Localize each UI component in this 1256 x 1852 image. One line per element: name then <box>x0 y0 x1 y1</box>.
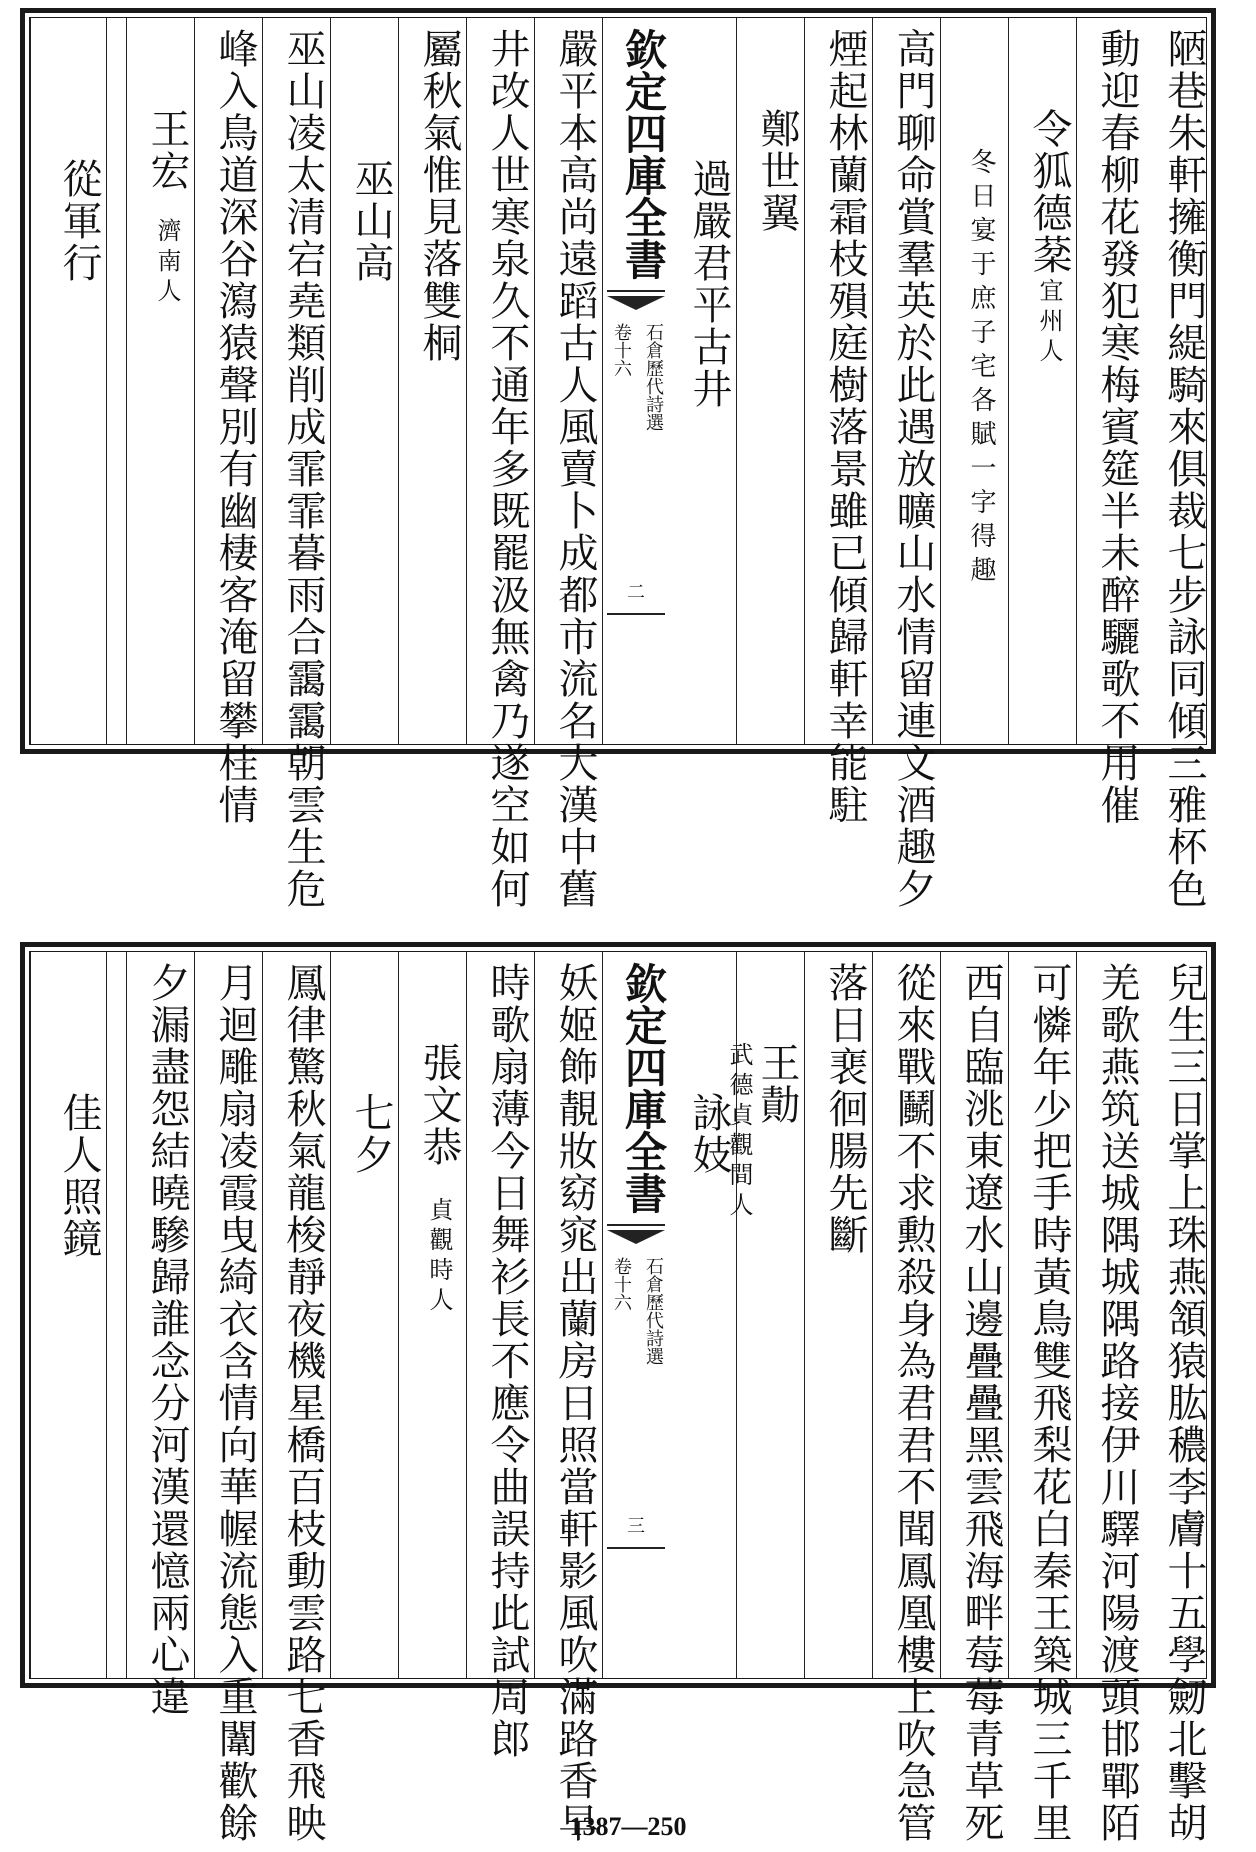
text-column <box>534 18 603 910</box>
poem-title: 從軍行 <box>56 158 102 284</box>
text-column <box>940 952 1009 1844</box>
text-column <box>262 18 331 910</box>
book-spine <box>602 952 669 1678</box>
poem-title: 冬日宴于庶子宅各賦一字得趣 <box>966 148 996 590</box>
column-text: 從來戰鬭不求勲殺身為君君不聞鳳凰樓上吹急管 <box>890 962 936 1844</box>
author-note: 濟南人 <box>153 218 181 308</box>
text-column <box>126 952 195 1718</box>
text-column <box>1008 18 1077 744</box>
text-column <box>126 18 195 744</box>
text-column <box>940 18 1009 744</box>
column-text: 高門聊命賞羣英於此遇放曠山水情留連文酒趣夕 <box>890 28 936 910</box>
column-text: 煙起林蘭霜枝殞庭樹落景雖已傾歸軒幸能駐 <box>822 28 868 826</box>
text-column <box>466 952 535 1760</box>
text-column <box>398 18 467 744</box>
author-name: 張文恭 <box>416 1042 462 1168</box>
column-text: 夕漏盡怨結曉驂歸誰念分河漢還憶兩心違 <box>144 962 190 1718</box>
spine-volume: 卷十六 <box>611 323 632 377</box>
author-name: 王宏 <box>144 108 190 192</box>
text-column <box>194 952 263 1844</box>
column-text: 陋巷朱軒擁衡門緹騎來俱裁七步詠同傾三雅杯色 <box>1161 28 1207 910</box>
column-text: 可憐年少把手時黃鳥雙飛梨花白秦王築城三千里 <box>1026 962 1072 1844</box>
spine-title: 欽定四庫全書 <box>619 962 668 1214</box>
text-column <box>398 952 467 1678</box>
author-note: 貞觀時人 <box>425 1197 453 1317</box>
text-column <box>330 952 399 1678</box>
text-column <box>262 952 331 1844</box>
text-column <box>194 18 263 826</box>
column-text: 西自臨洮東遼水山邊疊疊黑雲飛海畔莓莓青草死 <box>958 962 1004 1844</box>
text-column <box>668 952 737 1678</box>
poem-title: 七夕 <box>348 1092 394 1176</box>
spine-book-title: 石倉歷代詩選 <box>643 323 664 431</box>
text-column <box>736 18 805 744</box>
top-page-frame <box>29 17 1207 910</box>
text-column <box>466 18 535 910</box>
text-column <box>1144 18 1212 910</box>
text-column <box>668 18 737 744</box>
author-note: 武德貞觀間人 <box>725 1042 753 1222</box>
poem-title: 巫山高 <box>348 158 394 284</box>
column-text: 峰入鳥道深谷瀉猿聲別有幽棲客淹留攀桂情 <box>212 28 258 826</box>
spine-rule <box>607 1547 665 1549</box>
column-text: 羌歌燕筑送城隅城隅路接伊川驛河陽渡頭邯鄲陌 <box>1094 962 1140 1844</box>
poem-title: 佳人照鏡 <box>56 1092 102 1260</box>
text-column <box>804 952 873 1678</box>
text-column <box>725 952 805 1678</box>
text-column <box>534 952 603 1844</box>
fish-tail-mark <box>607 1224 665 1254</box>
text-column <box>1076 952 1145 1844</box>
spine-page-number: 三 <box>627 1516 645 1537</box>
poem-title: 詠妓 <box>686 1092 732 1176</box>
column-text: 屬秋氣惟見落雙桐 <box>416 28 462 364</box>
column-text: 落日裵徊腸先斷 <box>822 962 868 1256</box>
fish-tail-mark <box>607 290 665 320</box>
book-spine <box>602 18 669 744</box>
column-text: 嚴平本高尚遠蹈古人風賣卜成都市流名大漢中舊 <box>552 28 598 910</box>
text-column <box>106 952 127 1678</box>
spine-page-number: 二 <box>627 582 645 603</box>
column-text: 妖姬飾靚妝窈窕出蘭房日照當軒影風吹滿路香早 <box>552 962 598 1844</box>
spine-volume: 卷十六 <box>611 1257 632 1311</box>
author-name: 鄭世翼 <box>754 108 800 234</box>
text-column <box>330 18 399 744</box>
spine-book-title: 石倉歷代詩選 <box>643 1257 664 1365</box>
column-text: 動迎春柳花發犯寒梅賓筵半未醉驪歌不用催 <box>1094 28 1140 826</box>
text-column <box>106 18 127 744</box>
author-note: 宜州人 <box>1035 278 1063 368</box>
text-column <box>804 18 873 826</box>
column-text: 月迴雕扇凌霞曳綺衣含情向華幄流態入重闈歡餘 <box>212 962 258 1844</box>
column-text: 鳳律驚秋氣龍梭靜夜機星橋百枝動雲路七香飛映 <box>280 962 326 1844</box>
spine-rule <box>607 613 665 615</box>
text-column <box>1076 18 1145 826</box>
column-text: 兒生三日掌上珠燕頷猿肱穠李膚十五學劒北擊胡 <box>1161 962 1207 1844</box>
author-name: 令狐德棻 <box>1026 108 1072 276</box>
text-column <box>30 18 107 744</box>
poem-title: 過嚴君平古井 <box>686 158 732 410</box>
spine-title: 欽定四庫全書 <box>619 28 668 280</box>
author-name: 王勣 <box>754 1042 800 1126</box>
text-column <box>1008 952 1077 1844</box>
text-column <box>1144 952 1212 1844</box>
column-text: 時歌扇薄今日舞衫長不應令曲誤持此試周郎 <box>484 962 530 1760</box>
text-column <box>30 952 107 1678</box>
column-text: 巫山凌太清宕堯類削成霏霏暮雨合靄靄朝雲生危 <box>280 28 326 910</box>
page-label: 1387—250 <box>569 1812 687 1841</box>
column-text: 井改人世寒泉久不通年多既罷汲無禽乃遂空如何 <box>484 28 530 910</box>
text-column <box>872 952 941 1844</box>
text-column <box>872 18 941 910</box>
top-page <box>20 8 1216 910</box>
